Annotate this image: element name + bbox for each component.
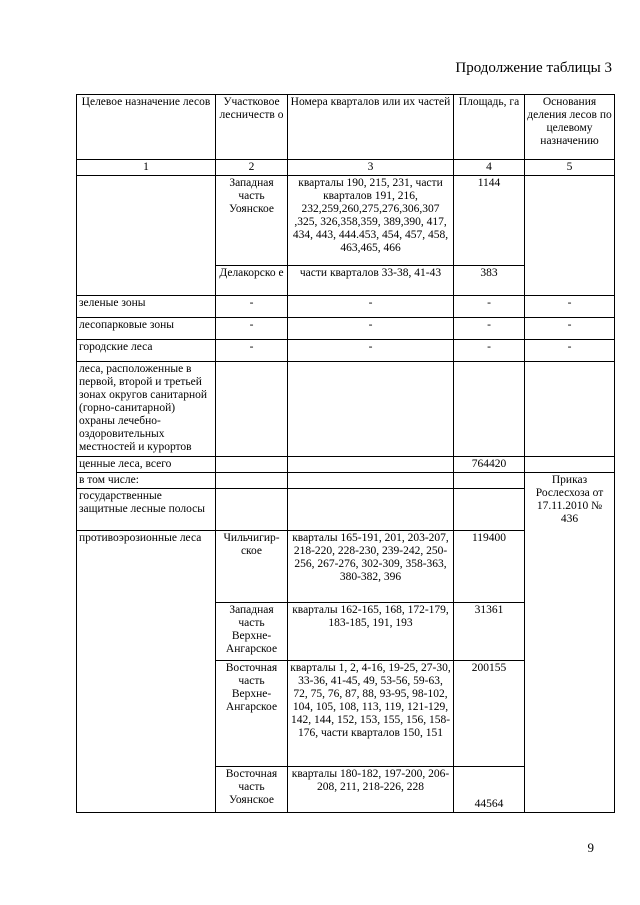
- cell-purpose: леса, расположенные в первой, второй и третьей зонах округов санитарной (горно-санитарной) охраны лечебно-оздоровительных местностей и курортов: [77, 362, 216, 457]
- cell-district: Делакорско е: [216, 266, 288, 296]
- cell-district: [216, 489, 288, 531]
- cell-quarters: кварталы 180-182, 197-200, 206-208, 211, 218-226, 228: [288, 767, 454, 813]
- cell-quarters: -: [288, 296, 454, 318]
- cell-basis: [525, 362, 615, 457]
- cell-area: 1144: [454, 176, 525, 266]
- column-number-row: [77, 160, 615, 176]
- cell-quarters: кварталы 190, 215, 231, части кварталов 191, 216, 232,259,260,275,276,306,307 ,325, 326,358,359, 389,390, 417, 434, 443, 444.453, 454, 457, 458, 463,465, 466: [288, 176, 454, 266]
- cell-district: [216, 457, 288, 473]
- cell-basis: [525, 457, 615, 473]
- cell-district: [216, 362, 288, 457]
- cell-area: [454, 489, 525, 531]
- cell-area: 119400: [454, 531, 525, 603]
- cell-purpose: противоэрозионные леса: [77, 531, 216, 813]
- cell-area: 383: [454, 266, 525, 296]
- table-caption: Продолжение таблицы 3: [455, 60, 612, 76]
- header-basis: Основания деления лесов по целевому назначению: [525, 95, 615, 160]
- cell-district: [216, 473, 288, 489]
- cell-purpose: зеленые зоны: [77, 296, 216, 318]
- cell-area: -: [454, 340, 525, 362]
- cell-district: Чильчигир-ское: [216, 531, 288, 603]
- cell-quarters: части кварталов 33-38, 41-43: [288, 266, 454, 296]
- cell-district: -: [216, 296, 288, 318]
- cell-area: [454, 473, 525, 489]
- table-row: [77, 457, 615, 473]
- cell-district: Восточная часть Уоянское: [216, 767, 288, 813]
- cell-quarters: [288, 457, 454, 473]
- cell-purpose: ценные леса, всего: [77, 457, 216, 473]
- cell-purpose: лесопарковые зоны: [77, 318, 216, 340]
- table-row: [77, 362, 615, 457]
- table-row: [77, 296, 615, 318]
- cell-basis: [525, 176, 615, 296]
- header-purpose: Целевое назначение лесов: [77, 95, 216, 160]
- cell-area: 31361: [454, 603, 525, 661]
- cell-basis: -: [525, 318, 615, 340]
- cell-purpose: городские леса: [77, 340, 216, 362]
- table-row: [77, 473, 615, 489]
- cell-purpose: [77, 176, 216, 296]
- col-num: 1: [77, 160, 216, 176]
- cell-area: -: [454, 296, 525, 318]
- cell-quarters: кварталы 1, 2, 4-16, 19-25, 27-30, 33-36, 41-45, 49, 53-56, 59-63, 72, 75, 76, 87, 88, 93-95, 98-102, 104, 105, 108, 113, 119, 121-129, 142, 144, 152, 153, 155, 156, 158-176, части кварталов 150, 151: [288, 661, 454, 767]
- cell-quarters: -: [288, 340, 454, 362]
- header-area: Площадь, га: [454, 95, 525, 160]
- cell-quarters: кварталы 165-191, 201, 203-207, 218-220, 228-230, 239-242, 250-256, 267-276, 302-309, 358-363, 380-382, 396: [288, 531, 454, 603]
- header-district: Участковое лесничеств о: [216, 95, 288, 160]
- col-num: 4: [454, 160, 525, 176]
- cell-purpose: в том числе:: [77, 473, 216, 489]
- cell-quarters: [288, 489, 454, 531]
- cell-basis: -: [525, 296, 615, 318]
- cell-area: 44564: [454, 767, 525, 813]
- col-num: 3: [288, 160, 454, 176]
- cell-quarters: [288, 473, 454, 489]
- cell-district: Восточная часть Верхне-Ангарское: [216, 661, 288, 767]
- table-row: [77, 176, 615, 266]
- table-row: [77, 318, 615, 340]
- col-num: 5: [525, 160, 615, 176]
- cell-district: Западная часть Верхне-Ангарское: [216, 603, 288, 661]
- cell-district: Западная часть Уоянское: [216, 176, 288, 266]
- page-number: 9: [587, 840, 594, 855]
- cell-area: 764420: [454, 457, 525, 473]
- header-quarters: Номера кварталов или их частей: [288, 95, 454, 160]
- table-row: [77, 340, 615, 362]
- cell-area: -: [454, 318, 525, 340]
- cell-quarters: кварталы 162-165, 168, 172-179, 183-185, 191, 193: [288, 603, 454, 661]
- cell-area: 200155: [454, 661, 525, 767]
- col-num: 2: [216, 160, 288, 176]
- cell-quarters: [288, 362, 454, 457]
- cell-district: -: [216, 318, 288, 340]
- header-row: [77, 95, 615, 160]
- cell-purpose: государственные защитные лесные полосы: [77, 489, 216, 531]
- cell-district: -: [216, 340, 288, 362]
- cell-basis: -: [525, 340, 615, 362]
- cell-area: [454, 362, 525, 457]
- cell-quarters: -: [288, 318, 454, 340]
- forest-purpose-table: [76, 94, 615, 813]
- cell-basis: Приказ Рослесхоза от 17.11.2010 № 436: [525, 473, 615, 813]
